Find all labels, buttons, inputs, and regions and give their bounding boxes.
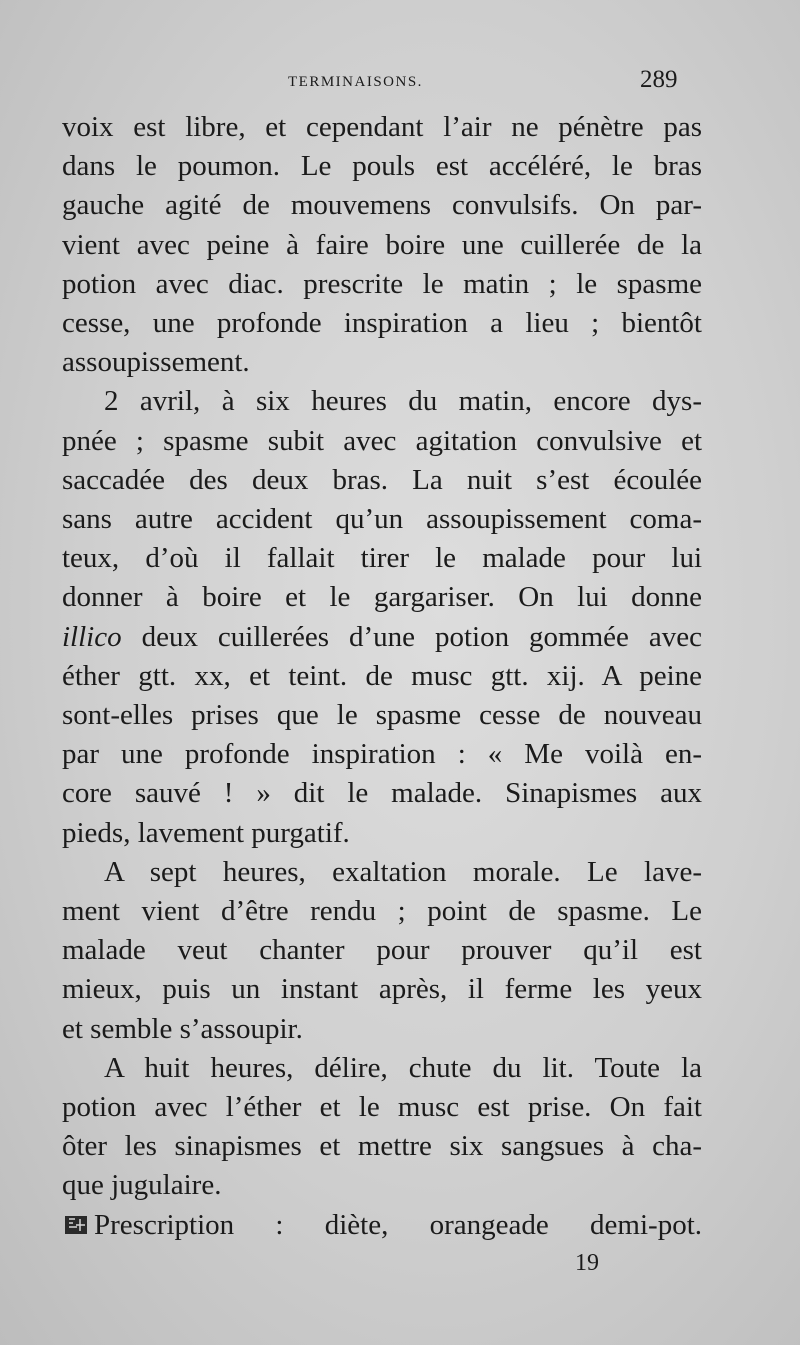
- text-line: malade veut chanter pour prouver qu’il est: [62, 934, 702, 967]
- text-line: dans le poumon. Le pouls est accéléré, le bras: [62, 150, 702, 183]
- text-line: gauche agité de mouvemens convulsifs. On par-: [62, 189, 702, 222]
- text-line: [62, 618, 702, 657]
- italic-term: illico: [62, 620, 122, 653]
- text-line: ôter les sinapismes et mettre six sangsues à cha-: [62, 1130, 702, 1163]
- text-line: mieux, puis un instant après, il ferme les yeux: [62, 973, 702, 1006]
- text-line: et semble s’assoupir.: [62, 1012, 303, 1045]
- prescription-line: [62, 1206, 702, 1245]
- text-line: A sept heures, exaltation morale. Le lave-: [104, 855, 702, 888]
- text-line: pnée ; spasme subit avec agitation convulsive et: [62, 424, 702, 457]
- text-line: par une profonde inspiration : « Me voilà en-: [62, 738, 702, 771]
- text-line: voix est libre, et cependant l’air ne pénètre pas: [62, 111, 702, 143]
- text-line: donner à boire et le gargariser. On lui donne: [62, 581, 702, 614]
- signature-mark: 19: [575, 1250, 599, 1276]
- text-line: sont-elles prises que le spasme cesse de nouveau: [62, 699, 702, 732]
- text-line: assoupissement.: [62, 346, 250, 379]
- text-line: que jugulaire.: [62, 1169, 222, 1202]
- prescription-symbol-icon: [62, 1213, 92, 1237]
- text-line: pieds, lavement purgatif.: [62, 816, 350, 849]
- text-line: éther gtt. xx, et teint. de musc gtt. xij. A peine: [62, 659, 702, 692]
- text-line: sans autre accident qu’un assoupissement coma-: [62, 503, 702, 536]
- text-line: core sauvé ! » dit le malade. Sinapismes aux: [62, 777, 702, 810]
- text-line: A huit heures, délire, chute du lit. Toute la: [104, 1051, 702, 1084]
- text-line: saccadée des deux bras. La nuit s’est écoulée: [62, 463, 702, 496]
- text-fragment: deux cuillerées d’une potion gommée avec: [121, 620, 702, 653]
- text-line: potion avec diac. prescrite le matin ; le spasme: [62, 267, 702, 300]
- text-line: ment vient d’être rendu ; point de spasme. Le: [62, 895, 702, 928]
- text-line: cesse, une profonde inspiration a lieu ; bientôt: [62, 307, 702, 340]
- text-line: 2 avril, à six heures du matin, encore dys-: [104, 385, 702, 418]
- page-number: 289: [640, 66, 678, 93]
- text-line: teux, d’où il fallait tirer le malade pour lui: [62, 542, 702, 575]
- text-line: vient avec peine à faire boire une cuillerée de la: [62, 228, 702, 261]
- page-body: [62, 108, 702, 1245]
- text-fragment: Prescription : diète, orangeade demi-pot.: [94, 1208, 702, 1241]
- running-title: TERMINAISONS.: [288, 74, 423, 90]
- text-line: potion avec l’éther et le musc est prise. On fait: [62, 1091, 702, 1124]
